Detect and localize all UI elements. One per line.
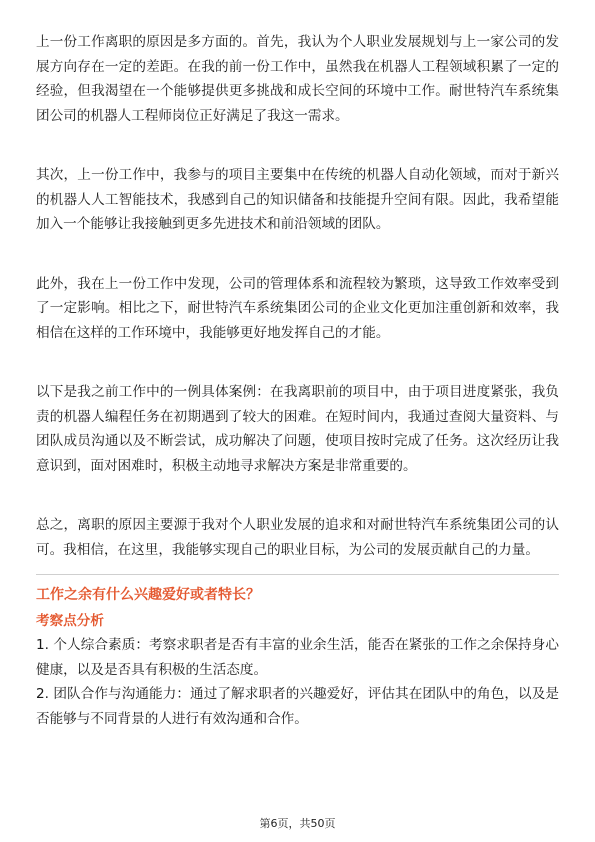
paragraph-conclusion: 总之，离职的原因主要源于我对个人职业发展的追求和对耐世特汽车系统集团公司的认可。我相信，在这里，我能够实现自己的职业目标，为公司的发展贡献自己的力量。 <box>36 517 559 558</box>
paragraph-reason-technology: 其次，上一份工作中，我参与的项目主要集中在传统的机器人自动化领域，而对于新兴的机器人人工智能技术，我感到自己的知识储备和技能提升空间有限。因此，我希望能加入一个能够让我接触到更多先进技术和前沿领域的团队。 <box>36 167 559 232</box>
paragraph-case-example: 以下是我之前工作中的一例具体案例：在我离职前的项目中，由于项目进度紧张，我负责的机器人编程任务在初期遇到了较大的困难。在短时间内，我通过查阅大量资料、与团队成员沟通以及不断尝试，成功解决了问题，使项目按时完成了任务。这次经历让我意识到，面对困难时，积极主动地寻求解决方案是非常重要的。 <box>36 384 559 474</box>
document-body <box>36 30 559 731</box>
section-divider <box>36 574 559 575</box>
paragraph-reason-management: 此外，我在上一份工作中发现，公司的管理体系和流程较为繁琐，这导致工作效率受到了一定影响。相比之下，耐世特汽车系统集团公司的企业文化更加注重创新和效率，我相信在这样的工作环境中，我能够更好地发挥自己的才能。 <box>36 275 559 341</box>
interview-question: 工作之余有什么兴趣爱好或者特长？ <box>36 587 260 603</box>
analysis-point-1: 1. 个人综合素质：考察求职者是否有丰富的业余生活，能否在紧张的工作之余保持身心健康，以及是否具有积极的生活态度。 <box>36 637 559 678</box>
page-footer: 第6页，共50页 <box>259 817 336 830</box>
analysis-heading: 考察点分析 <box>36 613 104 629</box>
analysis-point-2: 2. 团队合作与沟通能力：通过了解求职者的兴趣爱好，评估其在团队中的角色，以及是否能够与不同背景的人进行有效沟通和合作。 <box>36 686 559 727</box>
paragraph-reason-intro: 上一份工作离职的原因是多方面的。首先，我认为个人职业发展规划与上一家公司的发展方向存在一定的差距。在我的前一份工作中，虽然我在机器人工程领域积累了一定的经验，但我渴望在一个能够提供更多挑战和成长空间的环境中工作。耐世特汽车系统集团公司的机器人工程师岗位正好满足了我这一需求。 <box>36 34 559 124</box>
